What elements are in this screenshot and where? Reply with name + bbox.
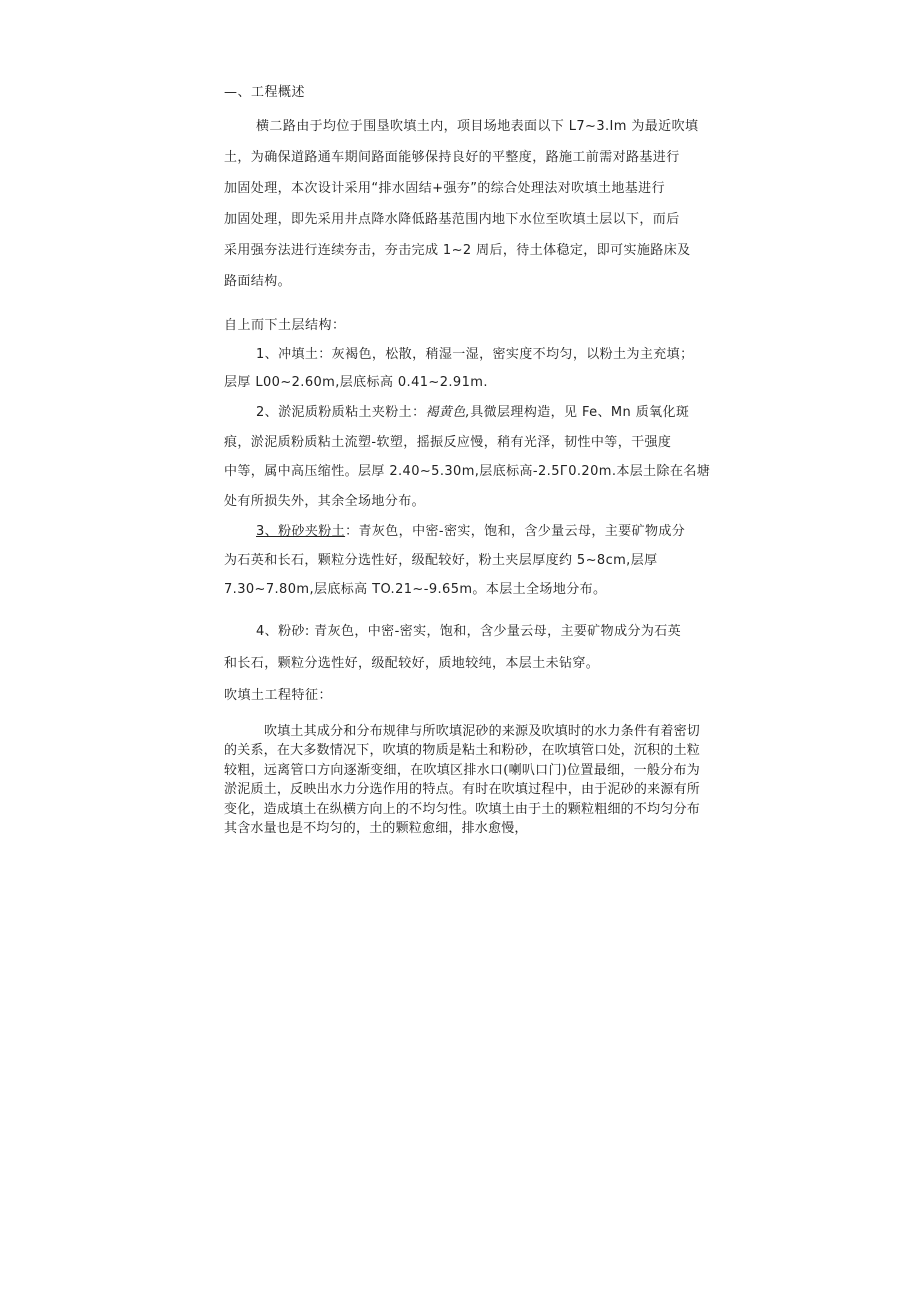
overview-line-4: 加固处理，即先采用井点降水降低路基范围内地下水位至吹填土层以下，而后 [224,212,680,227]
heading-overview: —、工程概述 [224,85,306,100]
layer1-lead: 1、冲填土： [256,347,332,362]
overview-line-1: 横二路由于均位于围垦吹填土内，项目场地表面以下 L7~3.Im 为最近吹填 [256,119,699,134]
layer2-color-italic: 褐黄色, [425,405,471,420]
overview-line-3: 加固处理，本次设计采用“排水固结+强夯”的综合处理法对吹填土地基进行 [224,181,665,196]
layer2-line-3: 中等，属中高压缩性。层厚 2.40~5.30m,层底标高-2.5Г0.20m.本层土除在名塘 [224,464,711,479]
layer3-line-1 [256,523,685,541]
features-paragraph [224,722,700,838]
layer1-line-2: 层厚 L00~2.60m,层底标高 0.41~2.91m. [224,375,488,390]
layer2-line-1-text: 具微层理构造，见 Fe、Mn 质氧化斑 [470,405,690,420]
layer3-line-1-text: ：青灰色，中密-密实，饱和，含少量云母，主要矿物成分 [345,524,686,539]
layer4-line-1: 4、粉砂: 青灰色，中密-密实，饱和，含少量云母，主要矿物成分为石英 [256,624,682,639]
overview-line-6: 路面结构。 [224,274,292,289]
features-paragraph-text: 吹填土其成分和分布规律与所吹填泥砂的来源及吹填时的水力条件有着密切的关系，在大多数情况下，吹填的物质是粘土和粉砂，在吹填管口处，沉积的土粒较粗，远离管口方向逐渐变细，在吹填区排水口(喇叭口门)位置最细，一般分布为淤泥质土，反映出水力分选作用的特点。有时在吹填过程中，由于泥砂的来源有所变化，造成填土在纵横方向上的不均匀性。吹填土由于土的颗粒粗细的不均匀分布其含水量也是不均匀的，土的颗粒愈细，排水愈慢， [224,724,700,837]
layer1-line-1 [256,346,693,364]
layer4-line-2: 和长石，颗粒分选性好，级配较好，质地较纯，本层土未钻穿。 [224,656,600,671]
overview-line-2: 土，为确保道路通车期间路面能够保持良好的平整度，路施工前需对路基进行 [224,150,680,165]
heading-features: 吹填土工程特征： [224,688,333,703]
layer3-line-3: 7.30~7.80m,层底标高 TO.21~-9.65m。本层土全场地分布。 [224,582,607,597]
layer3-line-2: 为石英和长石，颗粒分选性好，级配较好，粉土夹层厚度约 5~8cm,层厚 [224,553,658,568]
overview-line-5: 采用强夯法进行连续夯击，夯击完成 1~2 周后，待土体稳定，即可实施路床及 [224,243,691,258]
layer3-lead: 3、粉砂夹粉土 [256,524,346,539]
heading-layers: 自上而下土层结构： [224,318,346,333]
layer2-line-1 [256,404,689,422]
layer2-line-2: 痕，淤泥质粉质粘土流塑-软塑，摇振反应慢，稍有光泽，韧性中等，干强度 [224,435,672,450]
layer2-lead: 2、淤泥质粉质粘土夹粉土： [256,405,426,420]
layer1-line-1-text: 灰褐色，松散，稍湿一湿，密实度不均匀，以粉土为主充填； [331,347,694,362]
layer2-line-4: 处有所损失外，其余全场地分布。 [224,494,426,509]
